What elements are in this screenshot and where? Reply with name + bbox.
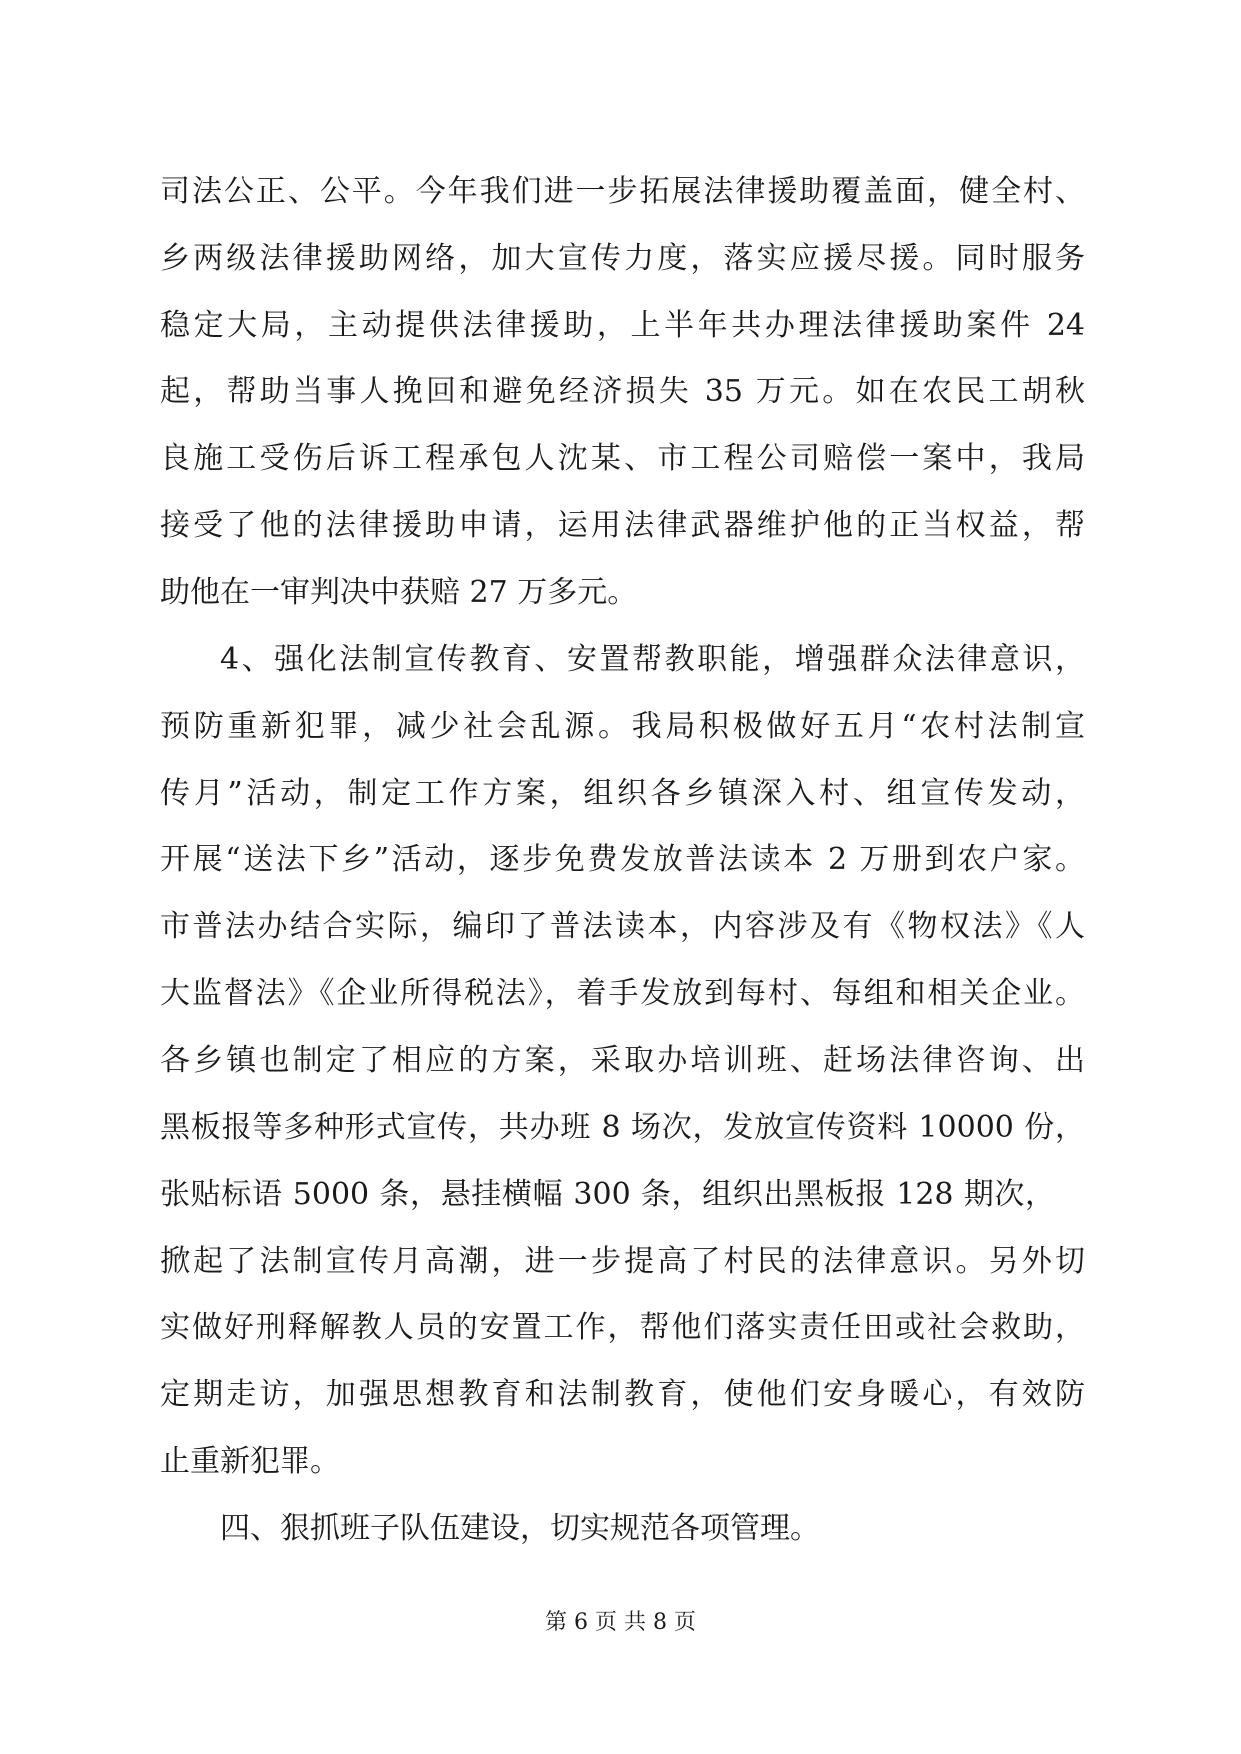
text-line: 定期走访，加强思想教育和法制教育，使他们安身暖心，有效防 [160,1377,1085,1412]
text-line: 乡两级法律援助网络，加大宣传力度，落实应援尽援。同时服务 [160,241,1085,276]
section-heading: 四、狠抓班子队伍建设，切实规范各项管理。 [220,1511,820,1546]
text-line: 止重新犯罪。 [160,1444,340,1479]
text-line: 助他在一审判决中获赔 27 万多元。 [160,575,638,610]
text-line: 稳定大局，主动提供法律援助，上半年共办理法律援助案件 24 [160,308,1085,343]
text-line: 预防重新犯罪，减少社会乱源。我局积极做好五月“农村法制宣 [160,709,1085,744]
text-line: 大监督法》《企业所得税法》，着手发放到每村、每组和相关企业。 [160,976,1085,1011]
text-line: 张贴标语 5000 条，悬挂横幅 300 条，组织出黑板报 128 期次， [160,1177,1055,1212]
text-line: 各乡镇也制定了相应的方案，采取办培训班、赶场法律咨询、出 [160,1043,1085,1078]
page-footer: 第 6 页 共 8 页 [545,1610,696,1635]
text-line: 良施工受伤后诉工程承包人沈某、市工程公司赔偿一案中，我局 [160,441,1085,476]
text-line-indented: 4、强化法制宣传教育、安置帮教职能，增强群众法律意识， [220,642,1085,677]
text-line: 黑板报等多种形式宣传，共办班 8 场次，发放宣传资料 10000 份， [160,1110,1085,1145]
text-line: 实做好刑释解教人员的安置工作，帮他们落实责任田或社会救助， [160,1310,1085,1345]
text-line: 开展“送法下乡”活动，逐步免费发放普法读本 2 万册到农户家。 [160,842,1085,877]
text-line: 市普法办结合实际，编印了普法读本，内容涉及有《物权法》《人 [160,909,1085,944]
text-line: 接受了他的法律援助申请，运用法律武器维护他的正当权益，帮 [160,508,1085,543]
text-line: 传月”活动，制定工作方案，组织各乡镇深入村、组宣传发动， [160,776,1085,811]
text-line: 司法公正、公平。今年我们进一步拓展法律援助覆盖面，健全村、 [160,174,1085,209]
text-line: 掀起了法制宣传月高潮，进一步提高了村民的法律意识。另外切 [160,1244,1085,1279]
text-line: 起，帮助当事人挽回和避免经济损失 35 万元。如在农民工胡秋 [160,374,1085,409]
